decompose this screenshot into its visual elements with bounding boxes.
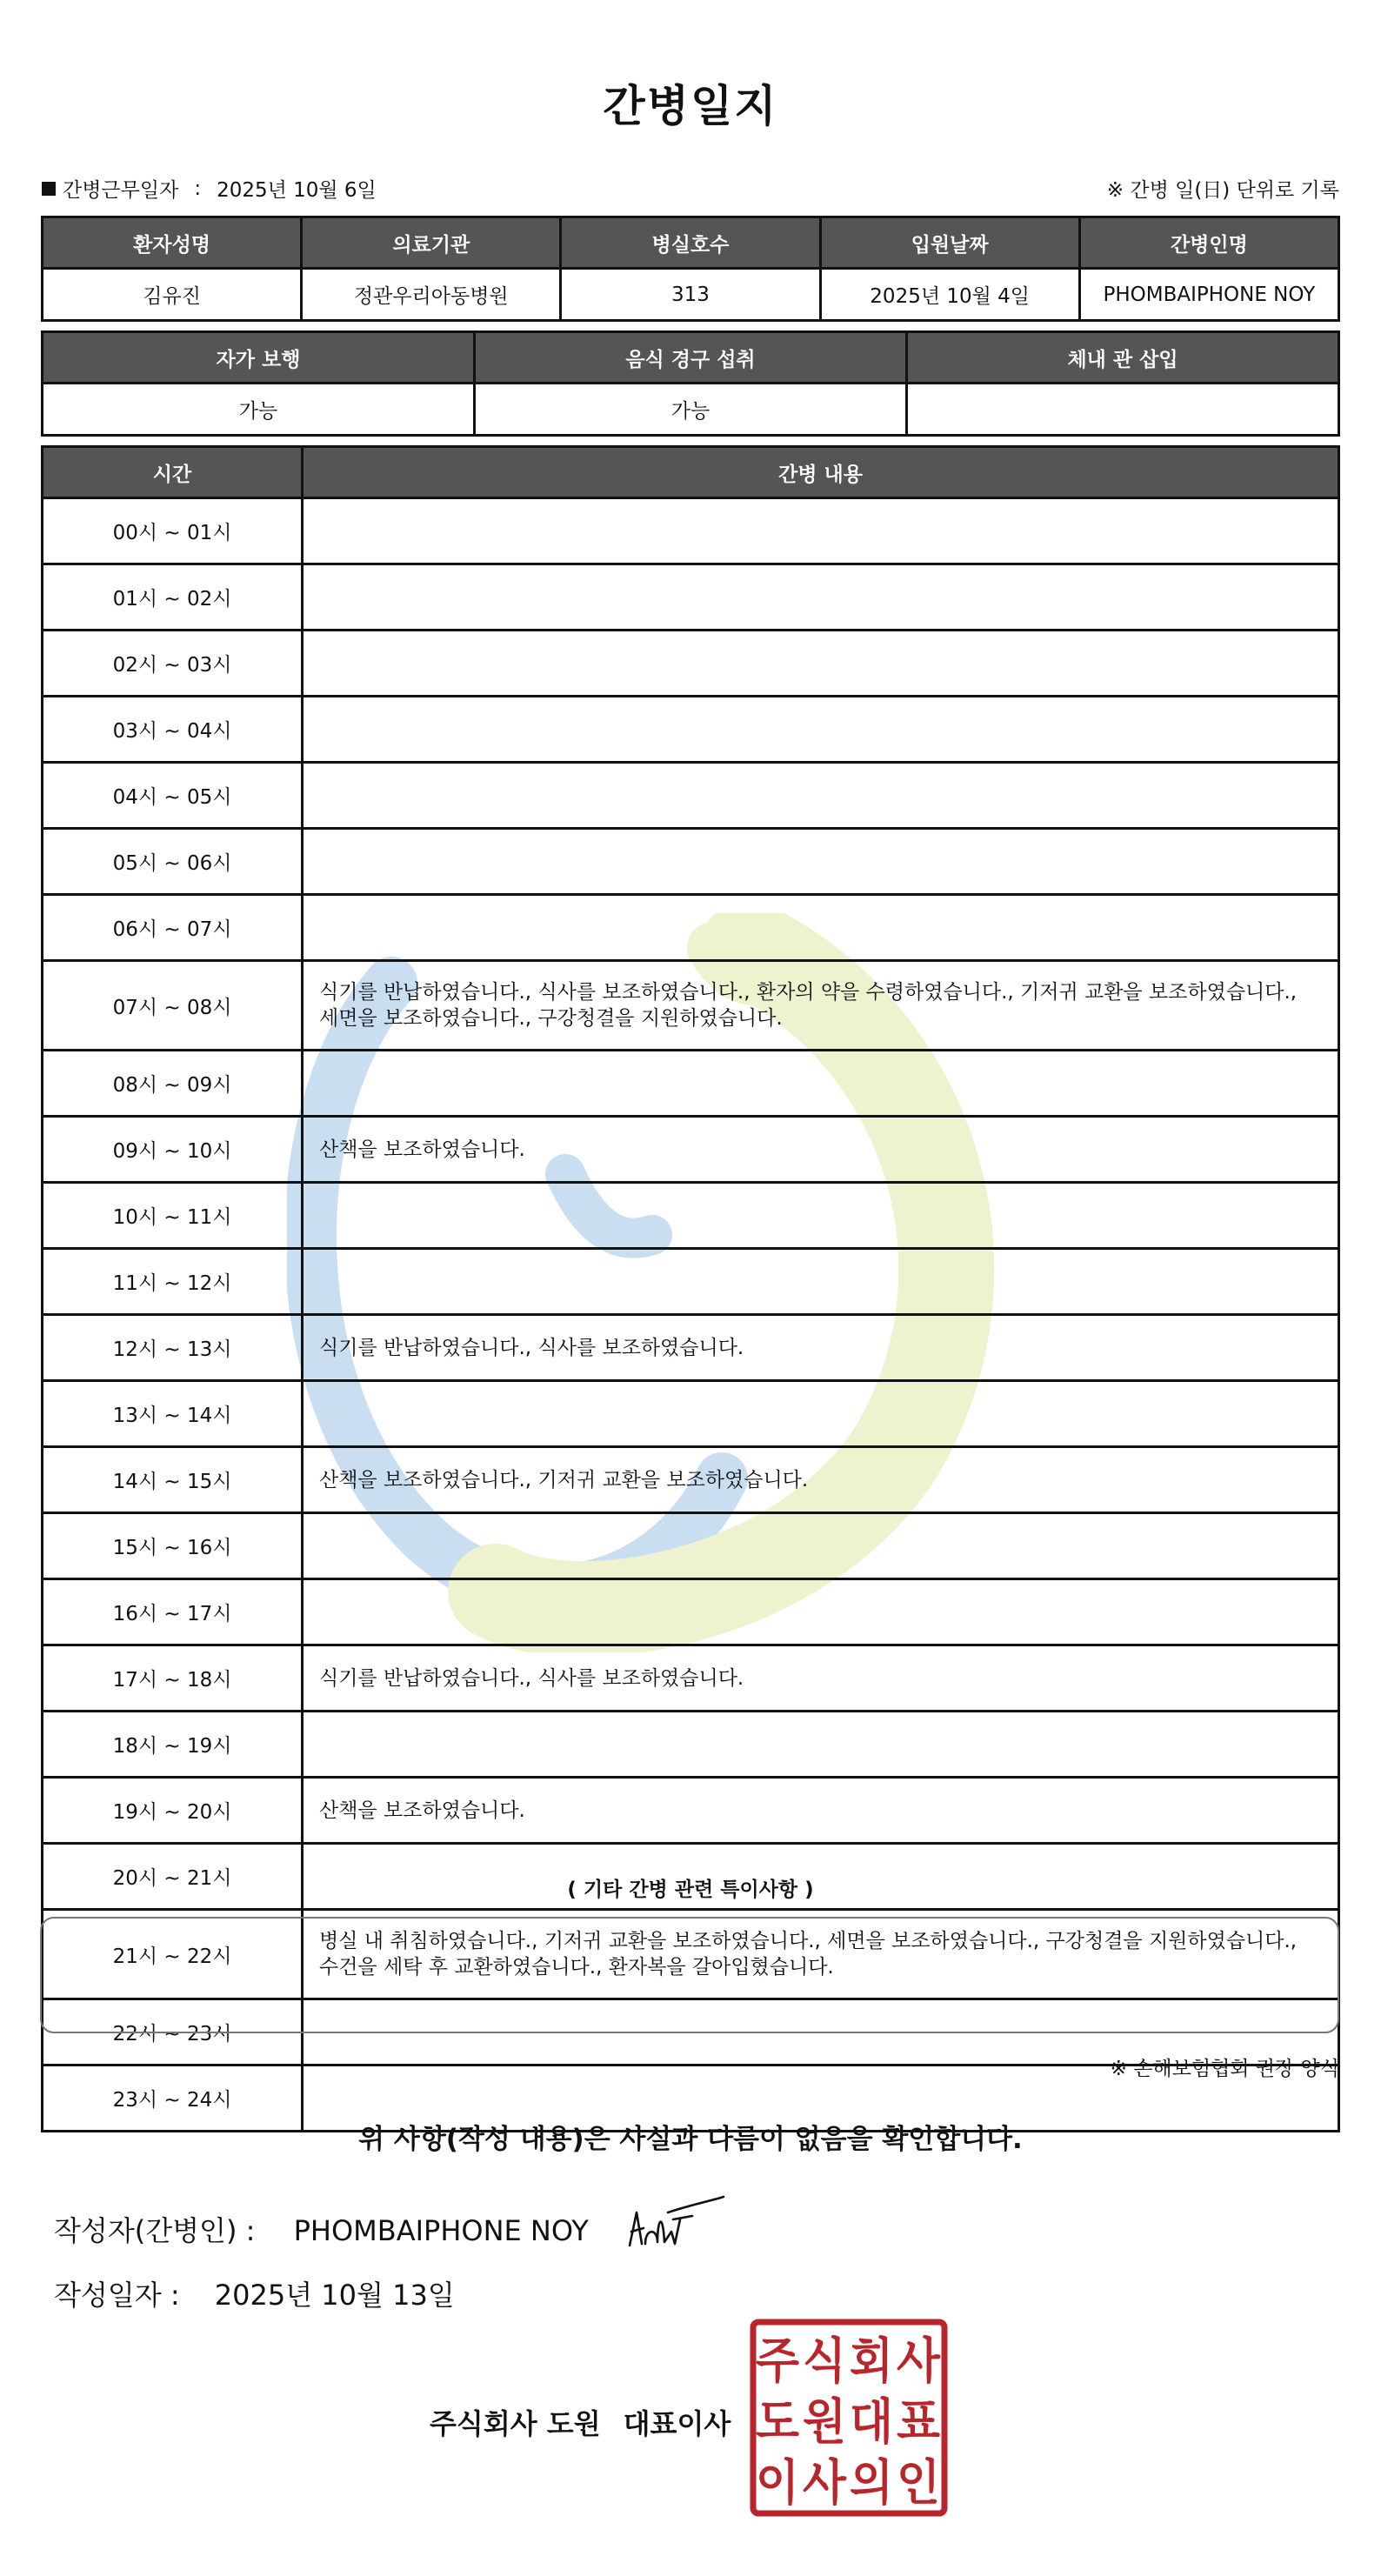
hospital-name: 정관우리아동병원 bbox=[302, 269, 561, 321]
seal-character: 사 bbox=[803, 2455, 847, 2512]
work-date-row bbox=[42, 174, 377, 203]
admission-date: 2025년 10월 4일 bbox=[820, 269, 1079, 321]
header-room: 병실호수 bbox=[561, 217, 820, 269]
care-content-cell: 식기를 반납하였습니다., 식사를 보조하였습니다. bbox=[303, 1315, 1339, 1381]
writer-label: 작성자(간병인) : bbox=[54, 2214, 256, 2247]
tube-insertion-value bbox=[907, 384, 1339, 436]
company-title: 대표이사 bbox=[623, 2407, 731, 2440]
oral-intake-value: 가능 bbox=[475, 384, 907, 436]
seal-character: 대 bbox=[850, 2394, 893, 2451]
table-row bbox=[43, 1051, 1339, 1117]
care-content-cell bbox=[303, 1183, 1339, 1249]
confirmation-statement: 위 사항(작성 내용)은 사실과 다름이 없음을 확인합니다. bbox=[358, 2124, 1023, 2155]
care-content-cell bbox=[303, 631, 1339, 697]
table-row bbox=[43, 1447, 1339, 1513]
time-cell: 18시 ~ 19시 bbox=[43, 1712, 303, 1778]
time-cell: 06시 ~ 07시 bbox=[43, 895, 303, 961]
care-content-cell: 식기를 반납하였습니다., 식사를 보조하였습니다. bbox=[303, 1645, 1339, 1712]
patient-ability-table bbox=[41, 330, 1340, 437]
time-cell: 16시 ~ 17시 bbox=[43, 1579, 303, 1645]
seal-character: 주 bbox=[756, 2333, 799, 2390]
header-patient-name: 환자성명 bbox=[43, 217, 302, 269]
document-title: 간병일지 bbox=[603, 81, 778, 131]
self-walking-value: 가능 bbox=[43, 384, 475, 436]
time-cell: 19시 ~ 20시 bbox=[43, 1778, 303, 1844]
table-row bbox=[43, 961, 1339, 1051]
header-self-walking: 자가 보행 bbox=[43, 332, 475, 384]
header-admission-date: 입원날짜 bbox=[820, 217, 1079, 269]
table-row bbox=[43, 697, 1339, 763]
care-content-cell bbox=[303, 895, 1339, 961]
company-name: 주식회사 도원 bbox=[430, 2407, 601, 2440]
time-cell: 07시 ~ 08시 bbox=[43, 961, 303, 1051]
work-date-label: 간병근무일자 bbox=[63, 179, 179, 202]
time-cell: 11시 ~ 12시 bbox=[43, 1249, 303, 1315]
work-date-separator: : bbox=[194, 177, 202, 200]
care-content-cell bbox=[303, 1579, 1339, 1645]
care-content-cell: 산책을 보조하였습니다., 기저귀 교환을 보조하였습니다. bbox=[303, 1447, 1339, 1513]
company-seal-stamp bbox=[750, 2319, 948, 2517]
table-row bbox=[43, 895, 1339, 961]
recommendation-note: ※ 손해보험협회 권장 양식 bbox=[1110, 2058, 1339, 2080]
writer-row bbox=[54, 2209, 589, 2249]
table-row bbox=[43, 498, 1339, 564]
table-row bbox=[43, 1183, 1339, 1249]
care-content-cell bbox=[303, 1712, 1339, 1778]
time-cell: 14시 ~ 15시 bbox=[43, 1447, 303, 1513]
table-row bbox=[43, 1712, 1339, 1778]
seal-character: 이 bbox=[756, 2455, 799, 2512]
care-content-cell bbox=[303, 697, 1339, 763]
time-cell: 02시 ~ 03시 bbox=[43, 631, 303, 697]
seal-character: 의 bbox=[850, 2455, 893, 2512]
time-cell: 04시 ~ 05시 bbox=[43, 763, 303, 829]
written-date-value: 2025년 10월 13일 bbox=[214, 2279, 455, 2312]
unit-note: ※ 간병 일(日) 단위로 기록 bbox=[1106, 179, 1339, 202]
care-content-cell: 병실 내 취침하였습니다., 기저귀 교환을 보조하였습니다., 세면을 보조하였습니다., 구강청결을 지원하였습니다., 수건을 세탁 후 교환하였습니다., 환자복을 갈아입혔습니다. bbox=[303, 1910, 1339, 1999]
patient-name: 김유진 bbox=[43, 269, 302, 321]
table-row bbox=[43, 1117, 1339, 1183]
time-cell: 20시 ~ 21시 bbox=[43, 1844, 303, 1910]
signature-image bbox=[619, 2193, 732, 2263]
work-date-value: 2025년 10월 6일 bbox=[217, 179, 377, 202]
special-notes-title: ( 기타 간병 관련 특이사항 ) bbox=[567, 1879, 814, 1901]
table-row bbox=[43, 829, 1339, 895]
time-cell: 05시 ~ 06시 bbox=[43, 829, 303, 895]
written-date-row bbox=[54, 2273, 455, 2313]
seal-character: 인 bbox=[897, 2455, 940, 2512]
time-cell: 17시 ~ 18시 bbox=[43, 1645, 303, 1712]
table-row bbox=[43, 631, 1339, 697]
bullet-square-icon bbox=[42, 182, 56, 196]
time-cell: 21시 ~ 22시 bbox=[43, 1910, 303, 1999]
seal-character: 표 bbox=[897, 2394, 940, 2451]
company-signature-line bbox=[430, 2402, 731, 2442]
time-cell: 15시 ~ 16시 bbox=[43, 1513, 303, 1579]
care-content-cell: 산책을 보조하였습니다. bbox=[303, 1117, 1339, 1183]
header-care-content: 간병 내용 bbox=[303, 447, 1339, 498]
time-cell: 08시 ~ 09시 bbox=[43, 1051, 303, 1117]
header-oral-intake: 음식 경구 섭취 bbox=[475, 332, 907, 384]
time-cell: 22시 ~ 23시 bbox=[43, 1999, 303, 2065]
time-cell: 09시 ~ 10시 bbox=[43, 1117, 303, 1183]
written-date-label: 작성일자 : bbox=[54, 2279, 180, 2312]
seal-character: 회 bbox=[850, 2333, 893, 2390]
time-cell: 10시 ~ 11시 bbox=[43, 1183, 303, 1249]
care-content-cell bbox=[303, 1249, 1339, 1315]
table-row bbox=[43, 1249, 1339, 1315]
header-caregiver: 간병인명 bbox=[1079, 217, 1338, 269]
special-notes-box[interactable] bbox=[40, 1917, 1339, 2033]
care-content-cell bbox=[303, 498, 1339, 564]
time-cell: 23시 ~ 24시 bbox=[43, 2065, 303, 2132]
care-content-cell: 산책을 보조하였습니다. bbox=[303, 1778, 1339, 1844]
table-row bbox=[43, 1778, 1339, 1844]
table-row bbox=[43, 1645, 1339, 1712]
table-row bbox=[43, 564, 1339, 631]
care-content-cell bbox=[303, 564, 1339, 631]
care-content-cell bbox=[303, 763, 1339, 829]
table-row bbox=[43, 1381, 1339, 1447]
caregiver-name: PHOMBAIPHONE NOY bbox=[1079, 269, 1338, 321]
seal-character: 원 bbox=[803, 2394, 846, 2451]
time-cell: 01시 ~ 02시 bbox=[43, 564, 303, 631]
header-hospital: 의료기관 bbox=[302, 217, 561, 269]
header-time: 시간 bbox=[43, 447, 303, 498]
care-content-cell bbox=[303, 1051, 1339, 1117]
patient-info-table bbox=[41, 216, 1340, 322]
care-content-cell: 식기를 반납하였습니다., 식사를 보조하였습니다., 환자의 약을 수령하였습니다., 기저귀 교환을 보조하였습니다., 세면을 보조하였습니다., 구강청결을 지원하였습니다. bbox=[303, 961, 1339, 1051]
table-row bbox=[43, 1513, 1339, 1579]
time-cell: 00시 ~ 01시 bbox=[43, 498, 303, 564]
care-content-cell bbox=[303, 1381, 1339, 1447]
time-cell: 13시 ~ 14시 bbox=[43, 1381, 303, 1447]
room-number: 313 bbox=[561, 269, 820, 321]
care-content-cell bbox=[303, 1513, 1339, 1579]
table-row bbox=[43, 1579, 1339, 1645]
seal-character: 사 bbox=[897, 2333, 941, 2390]
seal-character: 식 bbox=[803, 2333, 846, 2390]
time-cell: 12시 ~ 13시 bbox=[43, 1315, 303, 1381]
header-tube-insertion: 체내 관 삽입 bbox=[907, 332, 1339, 384]
table-row bbox=[43, 1315, 1339, 1381]
time-cell: 03시 ~ 04시 bbox=[43, 697, 303, 763]
care-content-cell bbox=[303, 829, 1339, 895]
seal-character: 도 bbox=[756, 2394, 799, 2451]
writer-name: PHOMBAIPHONE NOY bbox=[293, 2214, 589, 2247]
table-row bbox=[43, 763, 1339, 829]
